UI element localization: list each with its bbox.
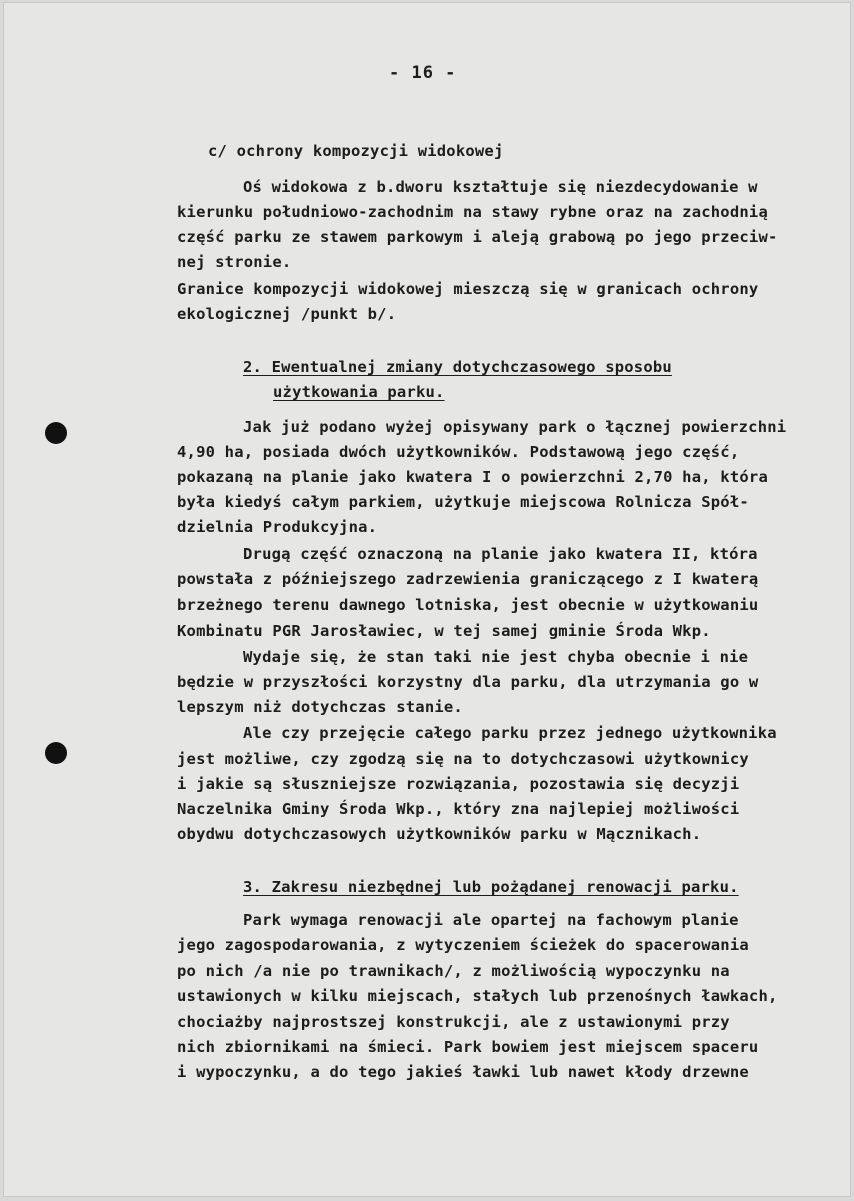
text-line: Naczelnika Gminy Środa Wkp., który zna najlepiej możliwości — [177, 800, 740, 818]
text-line: chociażby najprostszej konstrukcji, ale z ustawionymi przy — [177, 1013, 730, 1031]
text-line: i wypoczynku, a do tego jakieś ławki lub nawet kłody drzewne — [177, 1063, 749, 1081]
text-line: jest możliwe, czy zgodzą się na to dotychczasowi użytkownicy — [177, 750, 749, 768]
text-line: nich zbiornikami na śmieci. Park bowiem jest miejscem spaceru — [177, 1038, 759, 1056]
text-line: po nich /a nie po trawnikach/, z możliwością wypoczynku na — [177, 962, 730, 980]
text-line: Drugą część oznaczoną na planie jako kwatera II, która — [243, 545, 758, 563]
text-line: część parku ze stawem parkowym i aleją grabową po jego przeciw- — [177, 228, 778, 246]
text-line: dzielnia Produkcyjna. — [177, 518, 378, 536]
text-line: Park wymaga renowacji ale opartej na fachowym planie — [243, 911, 739, 929]
text-line: Oś widokowa z b.dworu kształtuje się niezdecydowanie w — [243, 178, 758, 196]
text-line: kierunku południowo-zachodnim na stawy rybne oraz na zachodnią — [177, 203, 768, 221]
section-2-heading: 2. Ewentualnej zmiany dotychczasowego sposobu — [243, 358, 672, 376]
section-3-heading: 3. Zakresu niezbędnej lub pożądanej renowacji parku. — [243, 878, 739, 896]
text-line: będzie w przyszłości korzystny dla parku, dla utrzymania go w — [177, 673, 759, 691]
text-line: Granice kompozycji widokowej mieszczą się w granicach ochrony — [177, 280, 759, 298]
punch-hole-bottom — [45, 742, 67, 764]
text-line: obydwu dotychczasowych użytkowników parku w Mącznikach. — [177, 825, 702, 843]
text-line: Ale czy przejęcie całego parku przez jednego użytkownika — [243, 724, 777, 742]
text-line: powstała z późniejszego zadrzewienia graniczącego z I kwaterą — [177, 570, 759, 588]
text-line: Jak już podano wyżej opisywany park o łącznej powierzchni — [243, 418, 787, 436]
typewritten-page — [3, 2, 851, 1197]
text-line: lepszym niż dotychczas stanie. — [177, 698, 463, 716]
punch-hole-top — [45, 422, 67, 444]
section-c-heading: c/ ochrony kompozycji widokowej — [208, 142, 504, 160]
text-line: i jakie są słuszniejsze rozwiązania, pozostawia się decyzji — [177, 775, 740, 793]
text-line: nej stronie. — [177, 253, 292, 271]
page-number: - 16 - — [389, 63, 457, 83]
text-line: Kombinatu PGR Jarosławiec, w tej samej gminie Środa Wkp. — [177, 622, 711, 640]
section-2-heading-cont: użytkowania parku. — [273, 383, 445, 401]
text-line: jego zagospodarowania, z wytyczeniem ścieżek do spacerowania — [177, 936, 749, 954]
text-line: Wydaje się, że stan taki nie jest chyba obecnie i nie — [243, 648, 749, 666]
text-line: była kiedyś całym parkiem, użytkuje miejscowa Rolnicza Spół- — [177, 493, 749, 511]
text-line: pokazaną na planie jako kwatera I o powierzchni 2,70 ha, która — [177, 468, 768, 486]
text-line: ustawionych w kilku miejscach, stałych lub przenośnych ławkach, — [177, 987, 778, 1005]
text-line: 4,90 ha, posiada dwóch użytkowników. Podstawową jego część, — [177, 443, 740, 461]
text-line: ekologicznej /punkt b/. — [177, 305, 397, 323]
text-line: brzeżnego terenu dawnego lotniska, jest obecnie w użytkowaniu — [177, 596, 759, 614]
